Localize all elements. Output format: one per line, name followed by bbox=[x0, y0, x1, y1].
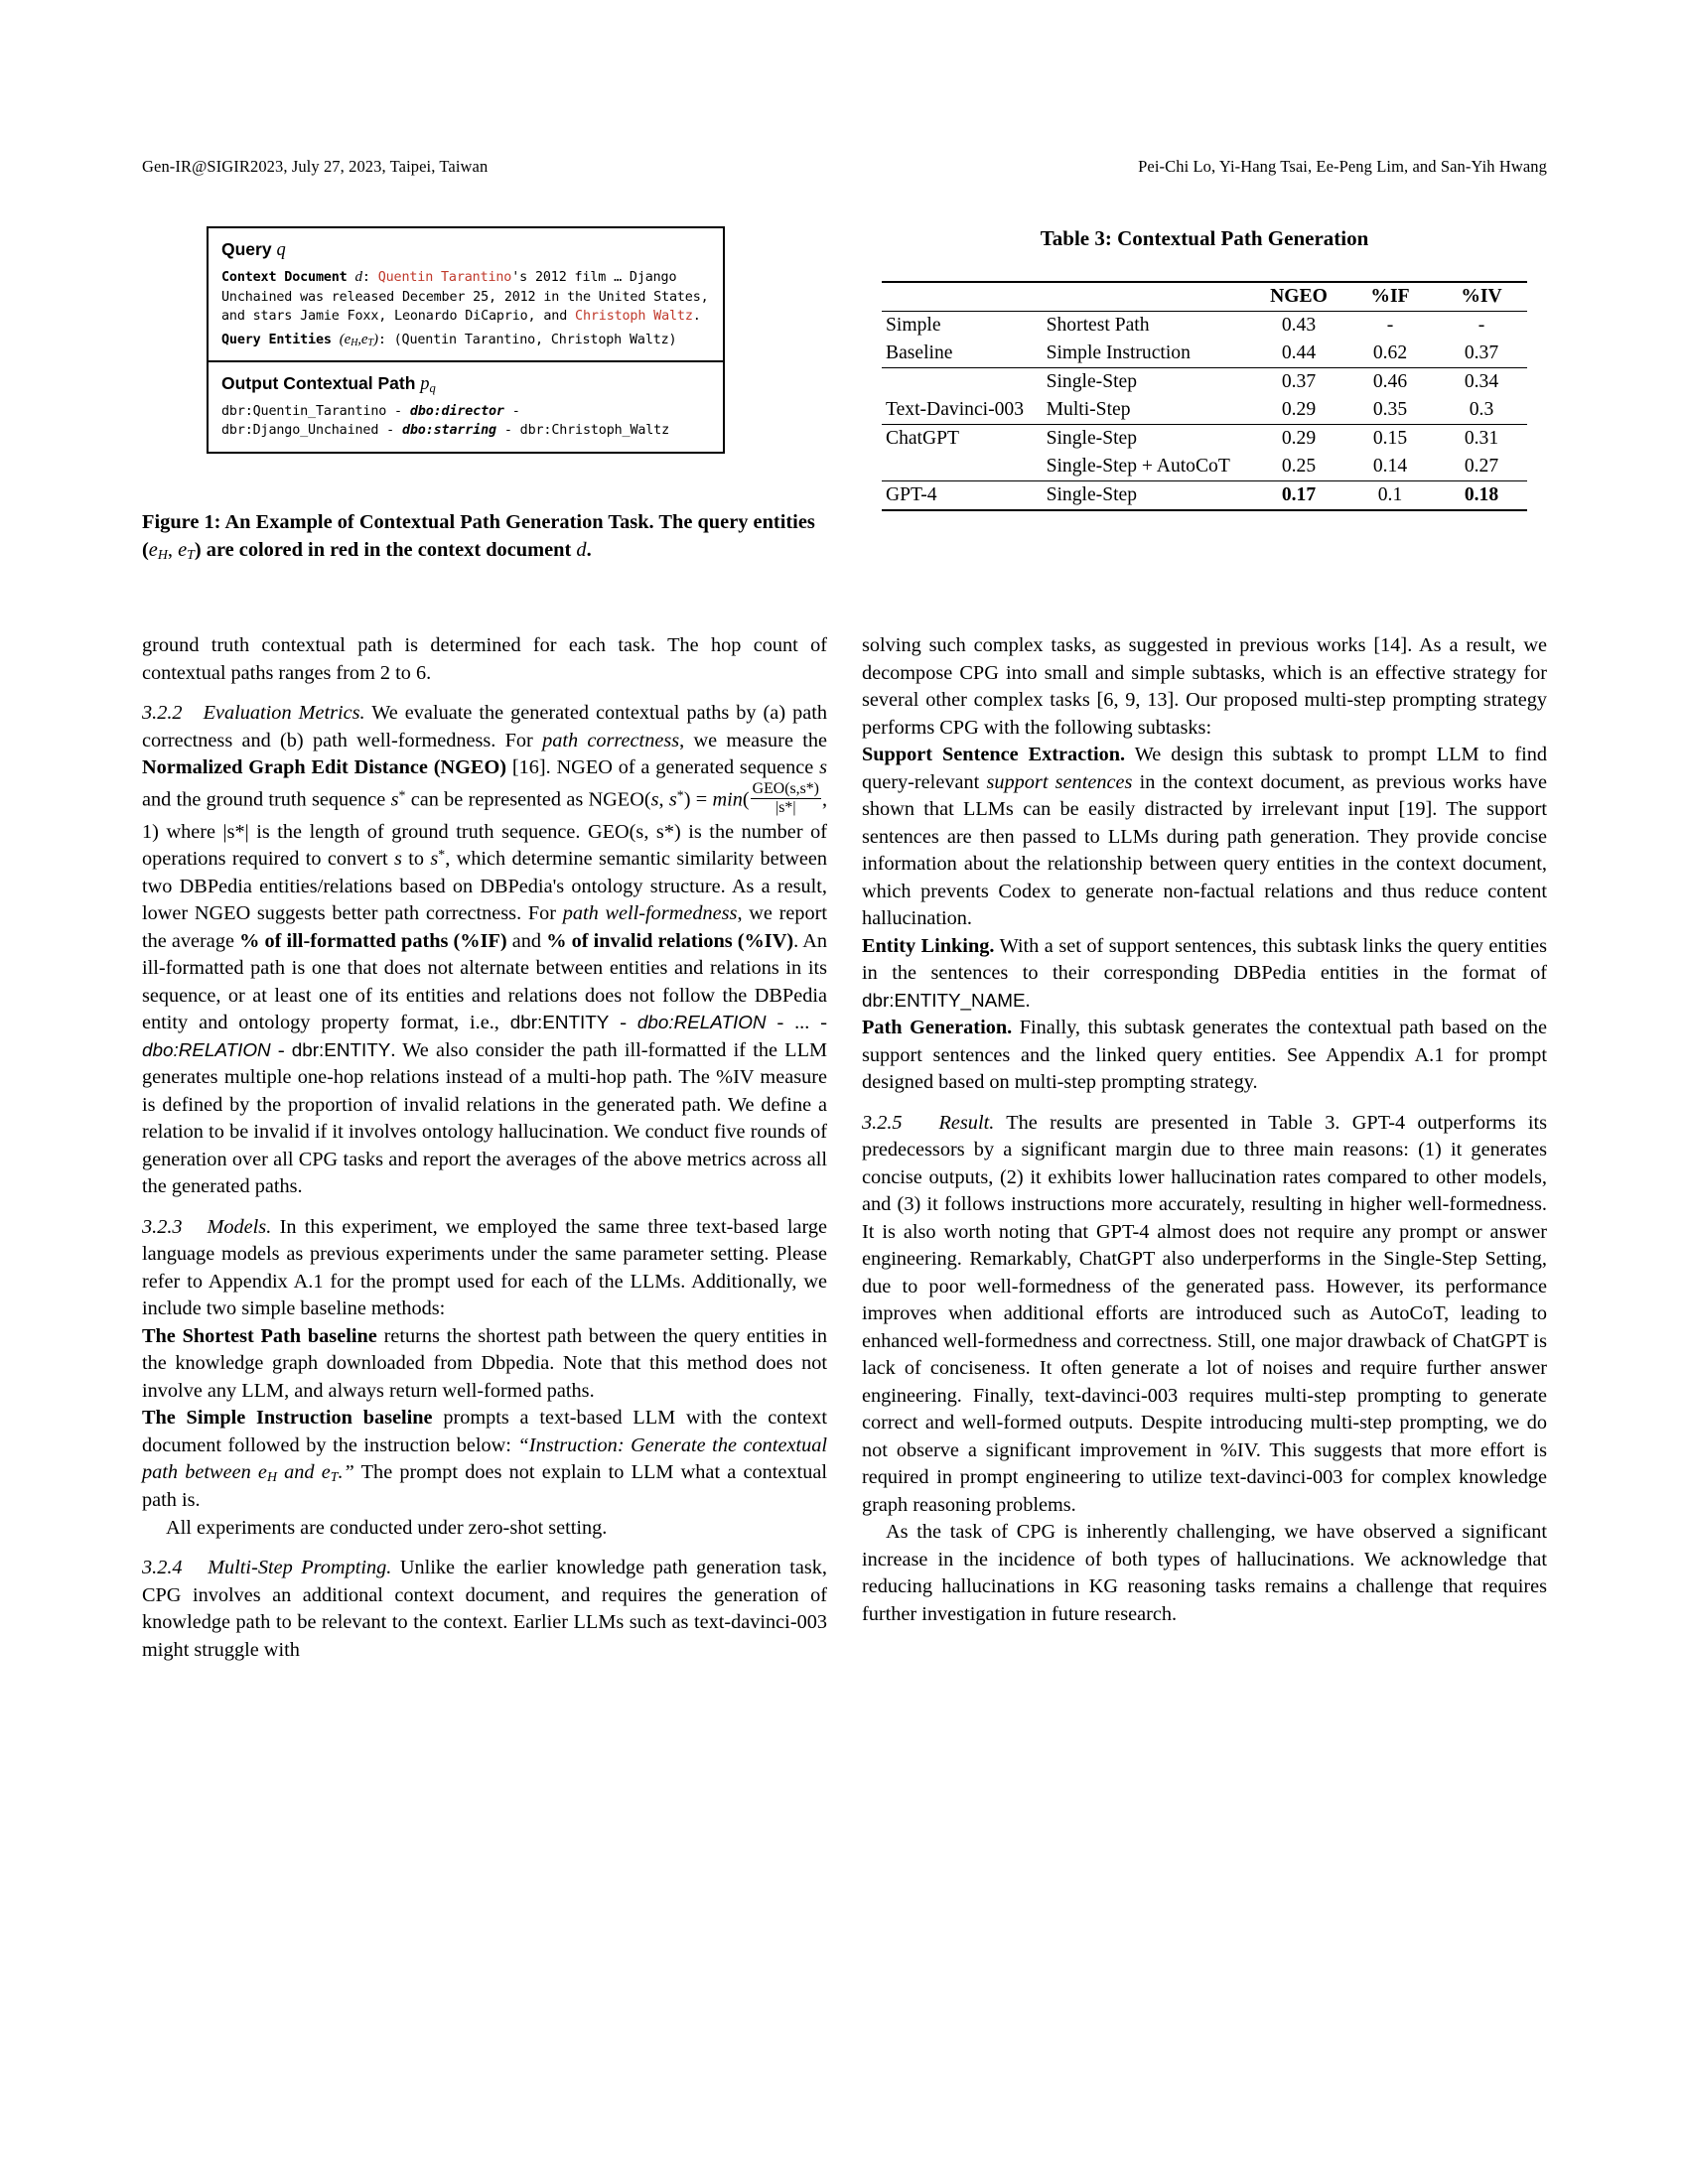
table-cell-model: GPT-4 bbox=[882, 481, 1043, 511]
table-row bbox=[882, 312, 1527, 341]
figure-path-line-1: dbr:Quentin_Tarantino - dbo:director - bbox=[221, 403, 520, 419]
table-row bbox=[882, 396, 1527, 425]
table-row bbox=[882, 425, 1527, 454]
figure-1-caption: Figure 1: An Example of Contextual Path Generation Task. The query entities ($e_H$, $e_T$) are colored in red in the context document d. bbox=[142, 511, 815, 564]
table-cell-model: ChatGPT bbox=[882, 425, 1043, 454]
section-number: 3.2.4 bbox=[142, 1557, 183, 1579]
paragraph-shortest-path-baseline: The Shortest Path baseline returns the shortest path between the query entities in the knowledge graph downloaded from Dbpedia. Note that this method does not involve any LLM, and always return well-formed paths. bbox=[142, 1324, 827, 1402]
table-cell-ngeo: 0.25 bbox=[1281, 456, 1317, 477]
table-cell-ngeo: 0.17 bbox=[1253, 481, 1344, 511]
table-cell-model bbox=[882, 453, 1043, 481]
figure-query-entities bbox=[221, 330, 710, 351]
table-col-ngeo: NGEO bbox=[1253, 282, 1344, 312]
figure-context-text-1: 's 2012 film … Django Unchained was released December 25, 2012 in the United States, and stars Jamie Foxx, Leonardo DiCaprio, and bbox=[221, 270, 709, 325]
table-col-model bbox=[882, 282, 1043, 312]
figure-path-relation-2: dbo:starring bbox=[401, 422, 496, 438]
table-row bbox=[882, 368, 1527, 397]
table-row bbox=[882, 481, 1527, 511]
section-heading: Multi-Step Prompting. bbox=[208, 1557, 392, 1579]
figure-1-box bbox=[207, 226, 725, 454]
table-cell-if: 0.14 bbox=[1372, 456, 1408, 477]
figure-path-line-2: dbr:Django_Unchained - dbo:starring - dbr:Christoph_Waltz bbox=[221, 422, 669, 438]
table-row bbox=[882, 340, 1527, 368]
table-cell-iv: - bbox=[1436, 312, 1527, 341]
running-head bbox=[142, 157, 1547, 177]
figure-entity-head: Quentin Tarantino bbox=[377, 270, 512, 285]
table-cell-method: Multi-Step bbox=[1046, 399, 1131, 420]
table-3 bbox=[882, 281, 1527, 511]
figure-context-label: Context Document bbox=[221, 270, 348, 285]
table-cell-if: 0.1 bbox=[1344, 481, 1436, 511]
body-column-right bbox=[862, 632, 1547, 1628]
figure-query-section bbox=[209, 228, 723, 362]
table-cell-if: 0.15 bbox=[1344, 425, 1436, 454]
section-heading: Models. bbox=[207, 1215, 272, 1238]
figure-entities-value: : (Quentin Tarantino, Christoph Waltz) bbox=[377, 333, 677, 348]
running-head-authors: Pei-Chi Lo, Yi-Hang Tsai, Ee-Peng Lim, and San-Yih Hwang bbox=[1138, 157, 1547, 176]
section-3-2-4: 3.2.4 Multi-Step Prompting. Unlike the earlier knowledge path generation task, CPG involves an additional context document, and requires the generation of knowledge path to be relevant to the context. Earlier LLMs such as text-davinci-003 might struggle with bbox=[142, 1557, 827, 1661]
table-cell-model: Baseline bbox=[886, 342, 953, 363]
figure-entities-variables: $(e_H,e_T)$ bbox=[339, 332, 378, 349]
section-number: 3.2.5 bbox=[862, 1111, 903, 1134]
paragraph-simple-instruction-baseline: The Simple Instruction baseline prompts a text-based LLM with the context document followed by the instruction below: “Instruction: Generate the contextual path between $e_H$ and $e_T$.” The prompt does not explain to LLM what a contextual path is. bbox=[142, 1407, 828, 1512]
figure-query-variable: q bbox=[276, 240, 286, 260]
table-cell-method: Simple Instruction bbox=[1046, 342, 1191, 363]
figure-query-heading: Query q bbox=[221, 239, 286, 260]
table-cell-model: Simple bbox=[882, 312, 1043, 341]
table-col-if: %IF bbox=[1344, 282, 1436, 312]
section-number: 3.2.3 bbox=[142, 1215, 183, 1238]
table-cell-iv: 0.37 bbox=[1464, 342, 1499, 363]
figure-entity-tail: Christoph Waltz bbox=[575, 309, 693, 325]
running-head-venue: Gen-IR@SIGIR2023, July 27, 2023, Taipei, Taiwan bbox=[142, 157, 489, 176]
table-row bbox=[882, 453, 1527, 481]
table-cell-if: 0.35 bbox=[1372, 399, 1408, 420]
table-cell-iv: 0.18 bbox=[1436, 481, 1527, 511]
table-cell-method: Single-Step bbox=[1043, 368, 1253, 397]
section-3-2-5: 3.2.5 Result. The results are presented in Table 3. GPT-4 outperforms its predecessors by a significant margin due to three main reasons: (1) it generates concise outputs, (2) it exhibits lower hallucination rates compared to other models, and (3) it follows instructions more accurately, resulting in higher well-formedness. It is also worth noting that GPT-4 almost does not require any prompt or answer engineering. Remarkably, ChatGPT also underperforms in the Single-Step Setting, due to poor well-formedness of the generated pass. However, its performance improves when additional efforts are introduced such as AutoCoT, leading to enhanced well-formedness and correctness. Still, one major drawback of ChatGPT is lack of conciseness. It often generate a lot of noises and require further answer engineering. Finally, text-davinci-003 requires multi-step prompting to generate correct and well-formed outputs. Despite introducing multi-step prompting, we do not observe a significant improvement in %IV. This suggests that more effort is required in prompt engineering to utilize text-davinci-003 for complex knowledge graph reasoning problems. bbox=[862, 1111, 1548, 1516]
figure-output-section bbox=[209, 362, 723, 452]
paragraph-entity-linking: Entity Linking. With a set of support sentences, this subtask links the query entities in the sentences to their corresponding DBPedia entities in the format of dbr:ENTITY_NAME. bbox=[862, 934, 1547, 1012]
formula-min: min bbox=[712, 787, 743, 810]
table-cell-if: 0.62 bbox=[1372, 342, 1408, 363]
table-cell-iv: 0.27 bbox=[1464, 456, 1499, 477]
figure-output-heading: Output Contextual Path $p_q$ bbox=[221, 373, 436, 395]
table-col-method bbox=[1043, 282, 1253, 312]
figure-context-colon: : bbox=[361, 270, 370, 285]
table-cell-ngeo: 0.29 bbox=[1253, 425, 1344, 454]
table-cell-iv: 0.34 bbox=[1436, 368, 1527, 397]
formula-fraction: $\frac{\text{GEO(s,s*)}}{|s*|}$ bbox=[752, 779, 819, 816]
table-cell-iv: 0.31 bbox=[1436, 425, 1527, 454]
table-cell-ngeo: 0.37 bbox=[1253, 368, 1344, 397]
table-cell-iv: 0.3 bbox=[1469, 399, 1494, 420]
section-heading: Evaluation Metrics. bbox=[203, 702, 365, 724]
figure-output-variable: $p_q$ bbox=[420, 374, 436, 395]
table-cell-model bbox=[882, 368, 1043, 397]
table-cell-if: - bbox=[1344, 312, 1436, 341]
table-cell-method: Single-Step bbox=[1043, 425, 1253, 454]
body-column-left bbox=[142, 632, 827, 1664]
figure-context-document bbox=[221, 267, 710, 326]
paragraph-zero-shot: All experiments are conducted under zero-shot setting. bbox=[166, 1516, 608, 1539]
table-cell-method: Single-Step + AutoCoT bbox=[1046, 456, 1230, 477]
paragraph-support-sentence-extraction: Support Sentence Extraction. We design this subtask to prompt LLM to find query-relevant support sentences in the context document, as previous works have shown that LLMs can be easily distracted by irrelevant input [19]. The support sentences are then passed to LLMs during path generation. They provide concise information about the relationship between query entities in the context document, which prevents Codex to generate non-factual relations and thus reduce content hallucination. bbox=[862, 744, 1548, 929]
table-cell-ngeo: 0.43 bbox=[1253, 312, 1344, 341]
table-3-title: Table 3: Contextual Path Generation bbox=[1040, 226, 1369, 250]
table-cell-if: 0.46 bbox=[1344, 368, 1436, 397]
figure-path-relation-1: dbo:director bbox=[409, 403, 504, 419]
figure-context-variable: d bbox=[354, 269, 362, 285]
table-cell-model: Text-Davinci-003 bbox=[886, 399, 1025, 420]
table-cell-method: Shortest Path bbox=[1043, 312, 1253, 341]
section-heading: Result. bbox=[938, 1111, 995, 1134]
figure-context-text-2: . bbox=[692, 309, 701, 325]
table-cell-method: Single-Step bbox=[1043, 481, 1253, 511]
table-cell-ngeo: 0.44 bbox=[1281, 342, 1317, 363]
paragraph-path-generation: Path Generation. Finally, this subtask generates the contextual path based on the support sentences and the linked query entities. See Appendix A.1 for prompt designed based on multi-step prompting strategy. bbox=[862, 1017, 1548, 1093]
table-header-row bbox=[882, 282, 1527, 312]
paragraph-ground-truth: ground truth contextual path is determined for each task. The hop count of contextual paths ranges from 2 to 6. bbox=[142, 634, 827, 684]
section-number: 3.2.2 bbox=[142, 702, 183, 724]
section-3-2-3: 3.2.3 Models. In this experiment, we employed the same three text-based large language models as previous experiments under the same parameter setting. Please refer to Appendix A.1 for the prompt used for each of the LLMs. Additionally, we include two simple baseline methods: bbox=[142, 1215, 827, 1320]
section-3-2-2: 3.2.2 Evaluation Metrics. We evaluate the generated contextual paths by (a) path correctness and (b) path well-formedness. For path correctness, we measure the Normalized Graph Edit Distance (NGEO) [16]. NGEO of a generated sequence s and the ground truth sequence s* can be represented as NGEO(s, s*) = min( $\frac{\text{GEO(s,s*)}}{|s*|}$ , 1) where |s*| is the length of ground truth sequence. GEO(s, s*) is the number of operations required to convert s to s*, which determine semantic similarity between two DBPedia entities/relations based on DBPedia's ontology structure. As a result, lower NGEO suggests better path correctness. For path well-formedness, we report the average % of ill-formatted paths (%IF) and % of invalid relations (%IV). An ill-formatted path is one that does not alternate between entities and relations in its sequence, or at least one of its entities and relations does not follow the DBPedia entity and ontology property format, i.e., dbr:ENTITY - dbo:RELATION - ... - dbo:RELATION - dbr:ENTITY. We also consider the path ill-formatted if the LLM generates multiple one-hop relations instead of a multi-hop path. The %IV measure is defined by the proportion of invalid relations in the generated path. We define a relation to be invalid if it involves ontology hallucination. We conduct five rounds of generation over all CPG tasks and report the averages of the above metrics across all the generated paths. bbox=[142, 702, 828, 1198]
paragraph-hallucination-conclusion: As the task of CPG is inherently challenging, we have observed a significant increase in the incidence of both types of hallucinations. We acknowledge that reducing hallucinations in KG reasoning tasks remains a challenge that requires further investigation in future research. bbox=[862, 1521, 1547, 1625]
table-col-iv: %IV bbox=[1436, 282, 1527, 312]
table-cell-ngeo: 0.29 bbox=[1281, 399, 1317, 420]
paragraph-complex-tasks: solving such complex tasks, as suggested in previous works [14]. As a result, we decompose CPG into small and simple subtasks, which is an effective strategy for several other complex tasks [6, 9, 13]. Our proposed multi-step prompting strategy performs CPG with the following subtasks: bbox=[862, 634, 1547, 739]
figure-entities-label: Query Entities bbox=[221, 333, 332, 348]
